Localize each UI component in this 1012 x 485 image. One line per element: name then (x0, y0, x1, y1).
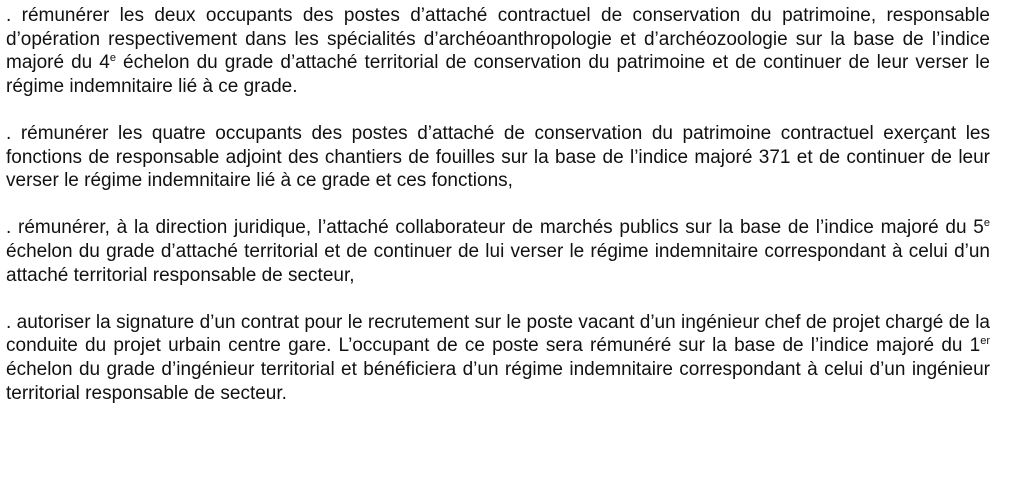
paragraph-text: . rémunérer les quatre occupants des postes d’attaché de conservation du patrimoine contractuel exerçant les fonctions de responsable adjoint des chantiers de fouilles sur la base de l’indice majoré 371 et de continuer de leur verser le régime indemnitaire lié à ce grade et ces fonctions, (6, 122, 990, 192)
paragraph-text: échelon du grade d’attaché territorial de conservation du patrimoine et de continuer de leur verser le régime indemnitaire lié à ce grade. (6, 52, 990, 97)
document-body (6, 4, 990, 405)
paragraph-ingenieur-chef-projet (6, 311, 990, 405)
paragraph-text: échelon du grade d’attaché territorial et de continuer de lui verser le régime indemnitaire correspondant à celui d’un attaché territorial responsable de secteur, (6, 240, 990, 286)
paragraph-text: . rémunérer, à la direction juridique, l’attaché collaborateur de marchés publics sur la base de l’indice majoré du 5 (6, 217, 984, 239)
paragraph-text: échelon du grade d’ingénieur territorial et bénéficiera d’un régime indemnitaire correspondant à celui d’un ingénieur territorial responsable de secteur. (6, 358, 990, 404)
paragraph-attaches-patrimoine (6, 4, 990, 98)
paragraph-direction-juridique (6, 216, 990, 287)
paragraph-responsables-adjoints (6, 122, 990, 193)
paragraph-text: . rémunérer les deux occupants des postes d’attaché contractuel de conservation du patrimoine, responsable d’opération respectivement dans les spécialités d’archéoanthropologie et d’archéozoologie sur la base de l’indice majoré du 4 (6, 5, 990, 74)
ordinal-superscript: er (980, 335, 990, 348)
paragraph-text: . autoriser la signature d’un contrat pour le recrutement sur le poste vacant d’un ingénieur chef de projet chargé de la conduite du projet urbain centre gare. L’occupant de ce poste sera rémunéré sur la base de l’indice majoré du 1 (6, 311, 990, 357)
ordinal-superscript: e (983, 217, 990, 230)
ordinal-superscript: e (109, 52, 116, 65)
